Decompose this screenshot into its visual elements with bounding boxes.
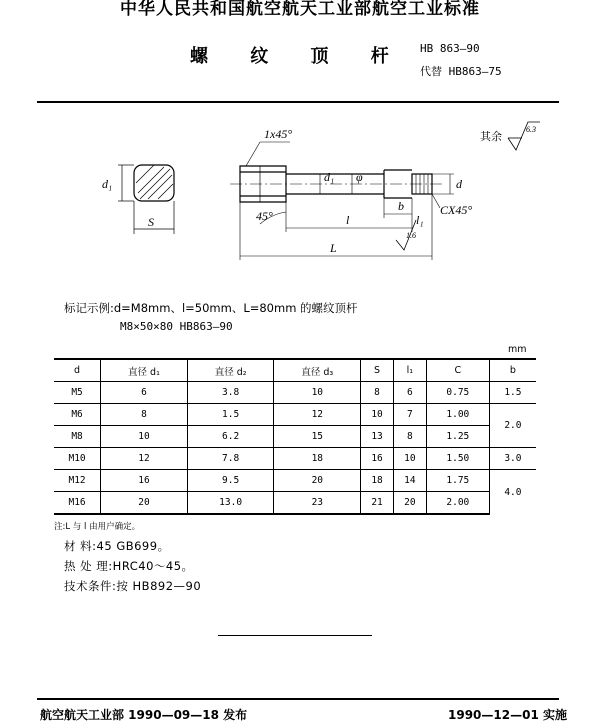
table-cell: M8 [54,426,101,448]
drawing-label-b: b [398,199,404,213]
table-row [54,426,536,448]
table-cell: 2.00 [426,492,489,515]
table-cell: 10 [361,404,394,426]
table-cell: 18 [361,470,394,492]
table-cell: 13 [361,426,394,448]
drawing-label-d1: d₁ [324,170,335,184]
table-cell: 0.75 [426,382,489,404]
table-cell: 13.0 [187,492,274,515]
table-cell: 7 [393,404,426,426]
dimension-table [54,358,536,515]
table-row [54,470,536,492]
drawing-label-L: L [330,241,337,255]
table-cell: 20 [101,492,188,515]
table-cell-merged: 4.0 [489,470,536,515]
table-cell: 8 [361,382,394,404]
table-cell: 10 [101,426,188,448]
standard-number: HB 863—90 [420,42,480,55]
col-header: 直径 d₂ [187,359,274,382]
col-header: l₁ [393,359,426,382]
technical-conditions: 技术条件:按 HB892—90 [64,579,202,593]
table-cell: 10 [393,448,426,470]
header-rule [37,101,559,103]
table-cell: 21 [361,492,394,515]
drawing-label-phi: φ [356,170,363,184]
table-cell: 9.5 [187,470,274,492]
table-cell: 20 [393,492,426,515]
table-cell: M6 [54,404,101,426]
table-cell: 1.5 [489,382,536,404]
table-cell: 6 [393,382,426,404]
drawing-label-d1-end: d₁ [102,177,113,191]
table-cell: M12 [54,470,101,492]
table-cell: 1.25 [426,426,489,448]
col-header: C [426,359,489,382]
table-cell: 6.2 [187,426,274,448]
table-note: 注:L 与 l 由用户确定。 [54,522,141,532]
drawing-label-s: S [148,215,154,229]
table-cell: 8 [101,404,188,426]
col-header: b [489,359,536,382]
effective-date: 1990—12—01 实施 [448,708,567,722]
table-cell: 20 [274,470,361,492]
drawing-label-cx45: CX45° [440,203,473,217]
marking-example: 标记示例:d=M8mm、l=50mm、L=80mm 的螺纹顶杆 [64,301,358,315]
table-cell: 1.50 [426,448,489,470]
issue-date: 航空航天工业部 1990—09—18 发布 [40,708,248,722]
drawing-label-l1: l₁ [416,213,424,227]
heat-treatment-spec: 热 处 理:HRC40～45。 [64,559,194,573]
table-row [54,448,536,470]
drawing-label-l: l [346,213,350,227]
drawing-roughness-value: 1.6 [406,231,416,240]
footer-rule [37,698,559,700]
col-header: d [54,359,101,382]
table-cell-merged: 2.0 [489,404,536,448]
material-spec: 材 料:45 GB699。 [64,539,170,553]
end-view-outline [134,165,174,201]
replaces-standard: 代替 HB863—75 [420,65,502,78]
table-cell: 1.5 [187,404,274,426]
table-cell: M10 [54,448,101,470]
table-row [54,404,536,426]
table-cell: 12 [101,448,188,470]
drawing-rest-roughness: 6.3 [526,125,536,134]
org-title: 中华人民共和国航空航天工业部航空工业标准 [120,0,480,19]
table-row [54,382,536,404]
table-header-row [54,359,536,382]
col-header: 直径 d₁ [101,359,188,382]
table-cell: M16 [54,492,101,515]
technical-drawing [60,108,580,278]
table-cell: 8 [393,426,426,448]
table-cell: 16 [361,448,394,470]
table-cell: 1.75 [426,470,489,492]
table-cell: 1.00 [426,404,489,426]
table-cell: 12 [274,404,361,426]
table-cell: 23 [274,492,361,515]
table-cell: 7.8 [187,448,274,470]
drawing-label-angle: 45° [256,209,273,223]
table-row [54,492,536,515]
table-cell: 3.0 [489,448,536,470]
table-cell: 15 [274,426,361,448]
table-cell: 14 [393,470,426,492]
table-cell: 10 [274,382,361,404]
table-cell: 18 [274,448,361,470]
table-cell: 3.8 [187,382,274,404]
unit-label: mm [508,344,527,355]
drawing-label-chamfer: 1x45° [264,127,293,141]
col-header: 直径 d₃ [274,359,361,382]
table-cell: M5 [54,382,101,404]
drawing-label-d: d [456,177,462,191]
doc-title: 螺 纹 顶 杆 [190,46,407,67]
col-header: S [361,359,394,382]
marking-code: M8×50×80 HB863—90 [120,320,233,333]
end-rule [218,635,372,636]
table-cell: 6 [101,382,188,404]
table-cell: 16 [101,470,188,492]
drawing-rest-label: 其余 [480,131,502,143]
